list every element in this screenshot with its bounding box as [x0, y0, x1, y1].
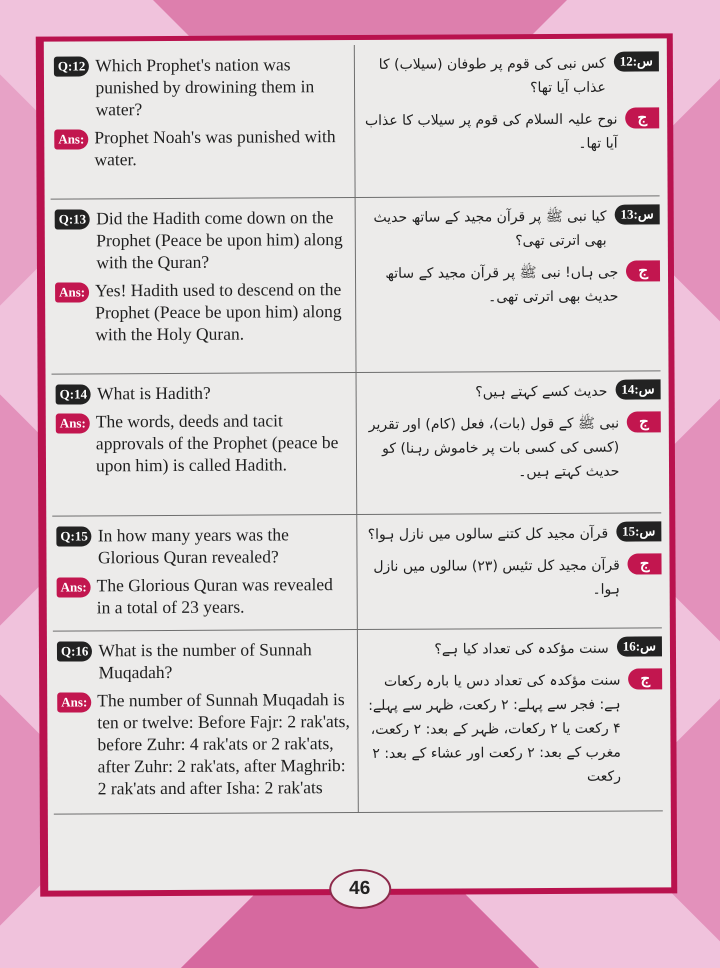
urdu-answer-text: نبی ﷺ کے قول (بات)، فعل (کام) اور تقریر (کسی کی کسی بات پر خاموش رہنا) کو حدیث کہتے ہیں۔ [368, 415, 620, 481]
answer-item [56, 409, 350, 477]
qa-row-15 [52, 513, 662, 631]
question-item [55, 206, 349, 274]
urdu-question-text: سنت مؤکدہ کی تعداد کیا ہے؟ [434, 640, 609, 658]
answer-badge: Ans: [56, 413, 90, 433]
urdu-answer-item [365, 260, 660, 310]
urdu-answer-badge: ج [626, 260, 660, 281]
urdu-question-item [365, 204, 660, 254]
qa-row-16 [53, 628, 663, 814]
answer-item [57, 688, 351, 800]
urdu-answer-item [368, 668, 663, 790]
urdu-column [356, 371, 661, 514]
urdu-question-text: کس نبی کی قوم پر طوفان (سیلاب) کا عذاب آیا تھا؟ [378, 55, 606, 97]
answer-badge: Ans: [54, 129, 88, 149]
urdu-column [355, 196, 660, 372]
answer-badge: Ans: [55, 282, 89, 302]
urdu-question-badge: س:14 [615, 379, 660, 399]
question-badge: Q:14 [56, 384, 92, 404]
answer-text: Prophet Noah's was punished with water. [94, 126, 336, 170]
question-item [56, 523, 350, 569]
question-text: What is the number of Sunnah Muqadah? [98, 639, 312, 683]
urdu-answer-item [366, 411, 661, 485]
page-frame [36, 33, 677, 900]
question-text: Which Prophet's nation was punished by drowining them in water? [95, 54, 315, 120]
qa-row-13 [51, 196, 661, 374]
answer-item [54, 125, 348, 171]
urdu-column [357, 628, 662, 812]
urdu-answer-text: جی ہاں! نبی ﷺ پر قرآن مجید کے ساتھ حدیث بھی اترتی تھی۔ [385, 264, 619, 306]
english-column [53, 630, 358, 814]
urdu-answer-item [365, 107, 660, 157]
question-badge: Q:12 [54, 56, 90, 76]
urdu-question-item [364, 51, 659, 101]
question-item [54, 53, 348, 121]
urdu-question-text: قرآن مجید کل کتنے سالوں میں نازل ہوا؟ [367, 525, 609, 543]
urdu-question-item [367, 521, 662, 547]
urdu-question-text: کیا نبی ﷺ پر قرآن مجید کے ساتھ حدیث بھی اترتی تھی؟ [373, 208, 607, 250]
answer-text: The Glorious Quran was revealed in a total of 23 years. [96, 574, 333, 618]
english-column [50, 45, 355, 199]
english-column [51, 198, 356, 374]
urdu-question-item [367, 636, 662, 662]
qa-row-12 [50, 43, 660, 199]
qa-row-14 [52, 371, 662, 516]
urdu-answer-badge: ج [625, 107, 659, 128]
answer-badge: Ans: [57, 692, 91, 712]
urdu-question-text: حدیث کسے کہتے ہیں؟ [475, 383, 608, 401]
question-badge: Q:13 [55, 209, 91, 229]
urdu-answer-text: نوح علیہ السلام کی قوم پر سیلاب کا عذاب آیا تھا۔ [364, 111, 618, 152]
question-badge: Q:16 [57, 641, 93, 661]
urdu-question-item [366, 379, 661, 405]
urdu-answer-badge: ج [627, 411, 661, 432]
question-item [57, 638, 351, 684]
answer-item [57, 573, 351, 619]
urdu-answer-text: قرآن مجید کل تئیس (۲۳) سالوں میں نازل ہوا۔ [373, 557, 621, 598]
urdu-column [357, 513, 662, 629]
answer-badge: Ans: [57, 577, 91, 597]
question-text: What is Hadith? [97, 382, 211, 404]
urdu-answer-badge: ج [628, 668, 662, 689]
answer-item [55, 278, 349, 346]
answer-text: Yes! Hadith used to descend on the Prophet (Peace be upon him) along with the Holy Quran. [95, 279, 342, 345]
english-column [52, 515, 357, 631]
urdu-answer-item [367, 553, 662, 603]
urdu-answer-badge: ج [628, 553, 662, 574]
urdu-question-badge: س:15 [616, 521, 661, 541]
urdu-question-badge: س:13 [614, 204, 659, 224]
question-badge: Q:15 [56, 526, 92, 546]
answer-text: The number of Sunnah Muqadah is ten or twelve: Before Fajr: 2 rak'ats, before Zuhr: 4 rak'ats or 2 rak'ats, after Zuhr: 2 rak'ats, after Maghrib: 2 rak'ats and after Isha: 2 rak'ats [97, 689, 350, 799]
english-column [52, 373, 357, 516]
question-text: Did the Hadith come down on the Prophet (Peace be upon him) along with the Quran? [96, 207, 343, 273]
page-content [44, 38, 671, 900]
urdu-question-badge: س:16 [617, 636, 662, 656]
urdu-answer-text: سنت مؤکدہ کی تعداد دس یا بارہ رکعات ہے: فجر سے پہلے: ۲ رکعت، ظہر سے پہلے: ۴ رکعت یا ۲ رکعات، ظہر کے بعد: ۲ رکعت، مغرب کے بعد: ۲ رکعت اور عشاء کے بعد: ۲ رکعت [368, 672, 621, 785]
question-item [56, 381, 350, 405]
urdu-question-badge: س:12 [614, 51, 659, 71]
answer-text: The words, deeds and tacit approvals of the Prophet (peace be upon him) is called Hadith. [95, 410, 339, 476]
question-text: In how many years was the Glorious Quran revealed? [97, 524, 289, 568]
page-number: 46 [329, 869, 391, 909]
urdu-column [354, 43, 659, 197]
